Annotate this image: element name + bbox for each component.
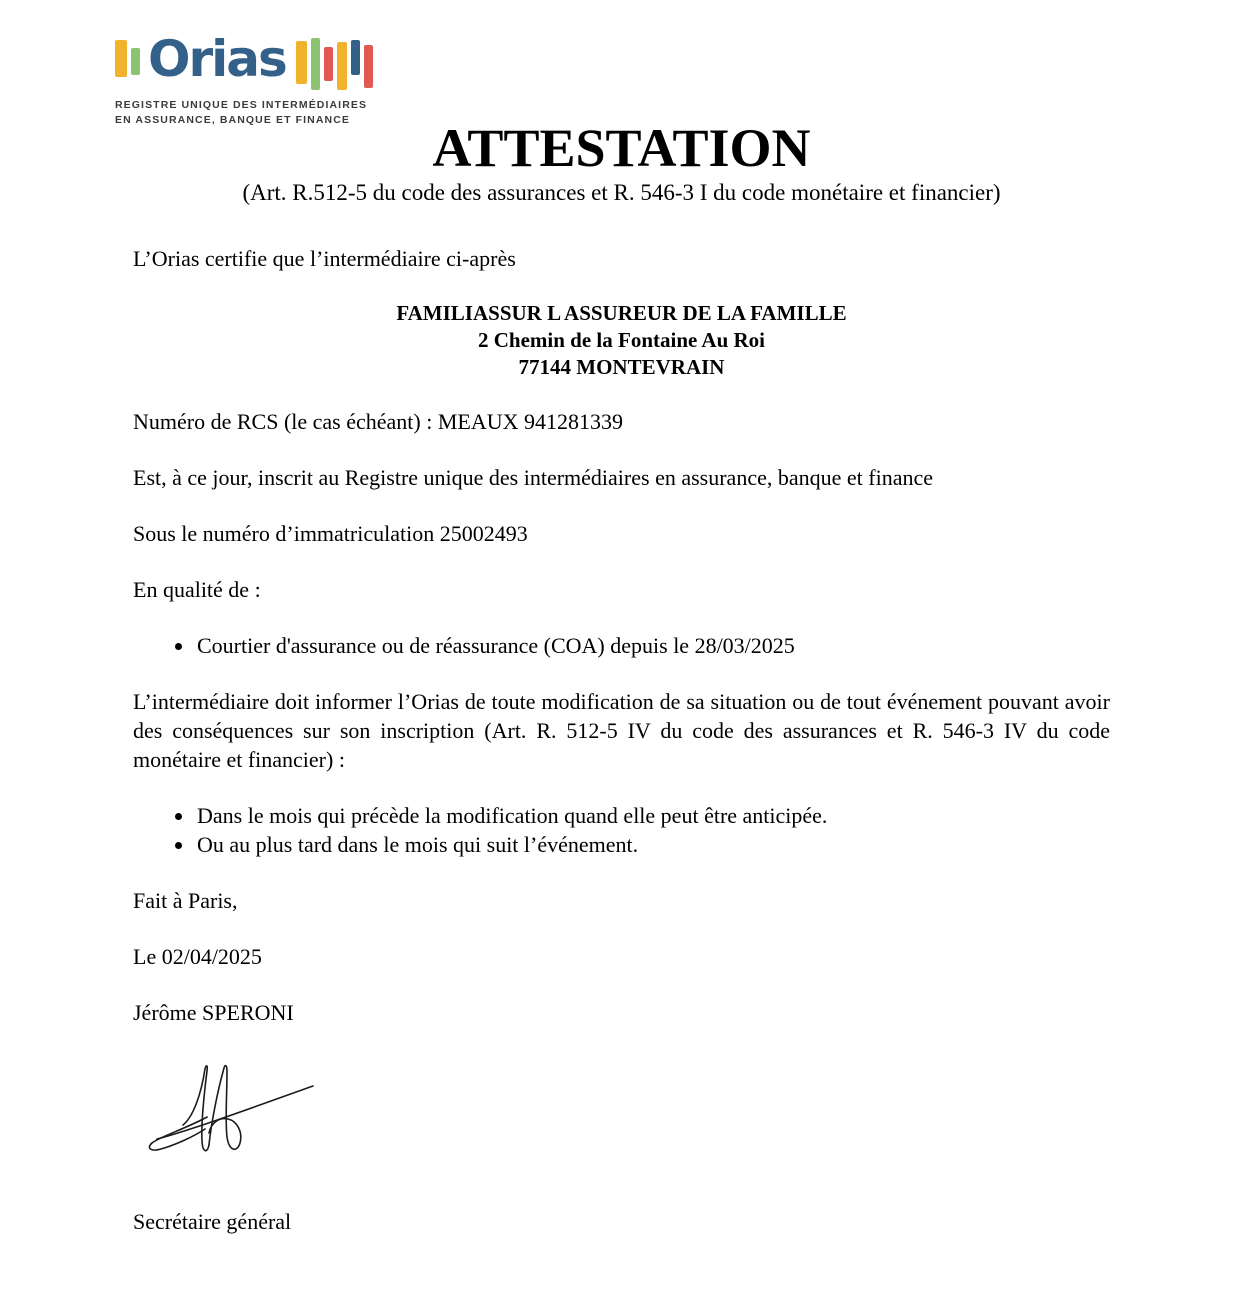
logo-bar-red	[364, 45, 373, 88]
attestation-document	[0, 118, 1241, 1263]
logo-tagline-line1: REGISTRE UNIQUE DES INTERMÉDIAIRES	[115, 99, 368, 111]
quality-heading: En qualité de :	[133, 577, 261, 602]
company-address-line2: 77144 MONTEVRAIN	[518, 355, 725, 379]
company-block	[133, 300, 1110, 381]
signatory-title: Secrétaire général	[133, 1209, 292, 1234]
obligation-list-item: • Dans le mois qui précède la modification quand elle peut être anticipée.	[195, 801, 1110, 830]
logo-bar-yellow	[337, 42, 347, 90]
intro-line: L’Orias certifie que l’intermédiaire ci-après	[133, 246, 516, 271]
logo-bars-left-icon	[115, 38, 140, 77]
logo-tagline-line2: EN ASSURANCE, BANQUE ET FINANCE	[115, 114, 350, 126]
logo-wordmark: Orias	[148, 30, 286, 88]
logo-bars-right-icon	[296, 38, 373, 90]
document-subtitle: (Art. R.512-5 du code des assurances et R. 546-3 I du code monétaire et financier)	[242, 180, 1001, 205]
quality-list	[133, 631, 1110, 660]
document-title: ATTESTATION	[432, 118, 811, 178]
rcs-line: Numéro de RCS (le cas échéant) : MEAUX 941281339	[133, 409, 624, 434]
logo-bar-green	[311, 38, 320, 90]
logo-bar-green	[131, 48, 140, 75]
obligation-paragraph: L’intermédiaire doit informer l’Orias de toute modification de sa situation ou de tout événement pouvant avoir des conséquences sur son inscription (Art. R. 512-5 IV du code des assurances et R. 546-3 IV du code monétaire et financier) :	[133, 689, 1110, 772]
date-line: Le 02/04/2025	[133, 944, 262, 969]
company-name: FAMILIASSUR L ASSUREUR DE LA FAMILLE	[396, 301, 847, 325]
logo-bar-red	[324, 47, 333, 81]
signatory-name: Jérôme SPERONI	[133, 1000, 294, 1025]
place-line: Fait à Paris,	[133, 888, 238, 913]
quality-list-item: • Courtier d'assurance ou de réassurance (COA) depuis le 28/03/2025	[195, 631, 1110, 660]
signature-image	[145, 1055, 320, 1167]
registry-line: Est, à ce jour, inscrit au Registre unique des intermédiaires en assurance, banque et finance	[133, 465, 933, 490]
registration-line: Sous le numéro d’immatriculation 25002493	[133, 521, 528, 546]
orias-logo	[115, 30, 373, 128]
obligation-list	[133, 801, 1110, 859]
obligation-list-item: • Ou au plus tard dans le mois qui suit l’événement.	[195, 830, 1110, 859]
logo-bar-yellow	[296, 41, 307, 84]
logo-bar-blue	[351, 40, 360, 75]
company-address-line1: 2 Chemin de la Fontaine Au Roi	[477, 328, 766, 352]
logo-bar-yellow	[115, 40, 127, 77]
